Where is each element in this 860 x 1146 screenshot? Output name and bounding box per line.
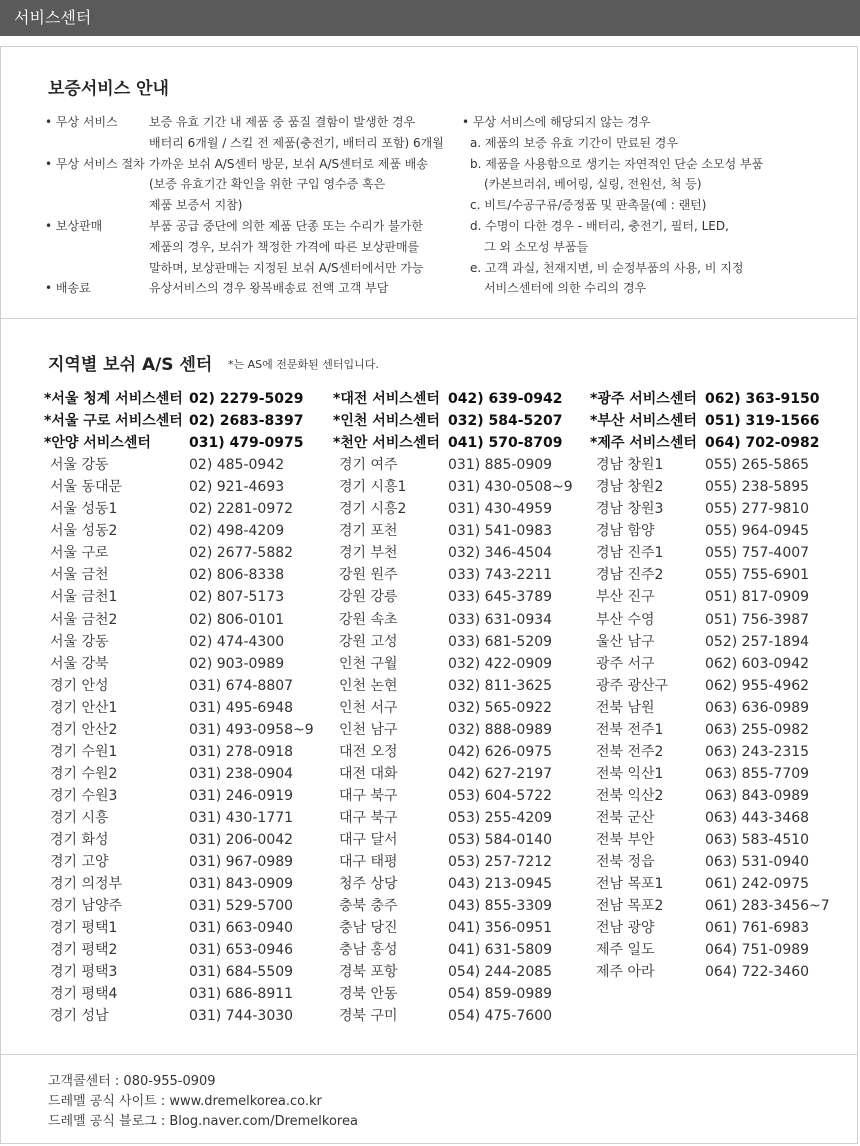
center-name: 대구 북구 <box>339 809 398 826</box>
center-phone: 031) 541-0983 <box>448 523 553 540</box>
center-phone: 032) 422-0909 <box>448 655 553 672</box>
warranty-title: 보증서비스 안내 <box>48 79 169 99</box>
center-phone: 031) 663-0940 <box>189 920 294 937</box>
warranty-item-text: 제품의 경우, 보쉬가 책정한 가격에 따른 보상판매를 <box>149 239 420 254</box>
center-phone: 064) 722-3460 <box>705 964 810 981</box>
exclusion-item: 서비스센터에 의한 수리의 경우 <box>484 281 647 296</box>
center-phone: 055) 964-0945 <box>705 523 810 540</box>
center-name: 경기 안성 <box>50 677 109 694</box>
center-phone: 042) 639-0942 <box>448 391 563 407</box>
center-name: 경남 진주1 <box>596 545 664 562</box>
center-name: 경기 평택2 <box>50 942 118 959</box>
center-name: 인천 구월 <box>339 655 398 672</box>
warranty-item-text: 부품 공급 중단에 의한 제품 단종 또는 수리가 불가한 <box>149 219 423 233</box>
header-bar <box>0 0 860 36</box>
center-phone: 063) 636-0989 <box>705 699 810 716</box>
center-name: 경기 평택4 <box>50 986 118 1003</box>
center-phone: 031) 967-0989 <box>189 854 294 871</box>
center-phone: 02) 806-0101 <box>189 611 285 628</box>
center-phone: 031) 674-8807 <box>189 677 294 694</box>
center-name: *서울 청계 서비스센터 <box>44 391 183 407</box>
center-name: 서울 구로 <box>50 545 109 562</box>
center-name: 경기 성남 <box>50 1008 109 1025</box>
center-phone: 053) 604-5722 <box>448 787 553 804</box>
center-name: *광주 서비스센터 <box>590 391 697 407</box>
center-name: 전북 부안 <box>596 832 655 848</box>
center-phone: 033) 681-5209 <box>448 633 553 650</box>
footer-line: 드레멜 공식 사이트 : www.dremelkorea.co.kr <box>48 1094 322 1109</box>
center-phone: 063) 583-4510 <box>705 832 810 848</box>
center-phone: 061) 761-6983 <box>705 920 810 937</box>
center-phone: 02) 474-4300 <box>189 633 285 650</box>
center-name: 대전 오정 <box>339 743 398 760</box>
center-name: 경기 포천 <box>339 523 398 540</box>
center-name: 경기 고양 <box>50 854 109 871</box>
center-phone: 055) 238-5895 <box>705 479 810 496</box>
center-name: 서울 강동 <box>50 457 109 474</box>
center-name: 경기 시흥 <box>50 809 109 826</box>
center-name: 경기 평택3 <box>50 964 118 981</box>
center-phone: 041) 631-5809 <box>448 942 553 959</box>
warranty-item-text: 가까운 보쉬 A/S센터 방문, 보쉬 A/S센터로 제품 배송 <box>149 156 428 171</box>
center-phone: 02) 806-8338 <box>189 567 285 584</box>
warranty-item-text: 보증 유효 기간 내 제품 중 품질 결함이 발생한 경우 <box>149 115 416 129</box>
center-phone: 031) 529-5700 <box>189 898 294 915</box>
center-phone: 062) 603-0942 <box>705 655 810 672</box>
center-phone: 063) 243-2315 <box>705 743 810 760</box>
center-name: 인천 서구 <box>339 699 398 716</box>
center-name: 충남 당진 <box>339 920 398 937</box>
center-name: 서울 금천 <box>50 567 109 584</box>
center-name: *서울 구로 서비스센터 <box>44 413 183 430</box>
center-phone: 063) 855-7709 <box>705 765 810 782</box>
center-name: 인천 남구 <box>339 721 398 738</box>
center-phone: 051) 319-1566 <box>705 413 820 430</box>
section-divider <box>1 318 858 319</box>
exclusion-item: b. 제품을 사용함으로 생기는 자연적인 단순 소모성 부품 <box>470 156 764 171</box>
center-phone: 031) 278-0918 <box>189 743 294 760</box>
center-phone: 055) 757-4007 <box>705 545 810 562</box>
center-phone: 031) 430-4959 <box>448 501 553 518</box>
warranty-item-text: 유상서비스의 경우 왕복배송료 전액 고객 부담 <box>149 281 389 296</box>
center-name: 경북 포항 <box>339 964 398 981</box>
center-name: 대구 태평 <box>339 854 398 871</box>
header-title: 서비스센터 <box>14 8 92 27</box>
center-phone: 033) 743-2211 <box>448 567 553 584</box>
center-name: 서울 성동2 <box>50 523 118 540</box>
center-phone: 031) 238-0904 <box>189 765 294 782</box>
warranty-item-label: • 보상판매 <box>45 219 103 233</box>
center-name: 전남 광양 <box>596 920 655 937</box>
center-name: 제주 일도 <box>596 942 655 959</box>
center-phone: 02) 2683-8397 <box>189 413 304 430</box>
center-name: 청주 상당 <box>339 876 398 893</box>
exclusion-item: (카본브러쉬, 베어링, 실링, 전원선, 척 등) <box>484 177 702 192</box>
center-name: 대전 대화 <box>339 765 398 782</box>
warranty-item-label: • 배송료 <box>45 281 91 296</box>
center-phone: 02) 485-0942 <box>189 457 285 474</box>
center-phone: 043) 855-3309 <box>448 898 553 915</box>
center-phone: 031) 495-6948 <box>189 699 294 716</box>
center-name: 서울 동대문 <box>50 479 123 496</box>
section-divider <box>1 1054 858 1055</box>
center-name: 서울 금천2 <box>50 611 118 628</box>
center-name: 울산 남구 <box>596 633 655 650</box>
warranty-item-text: 말하며, 보상판매는 지정된 보쉬 A/S센터에서만 가능 <box>149 260 424 275</box>
center-name: 경남 창원3 <box>596 501 664 518</box>
center-phone: 031) 843-0909 <box>189 876 294 893</box>
center-name: 대구 북구 <box>339 787 398 804</box>
center-phone: 02) 2677-5882 <box>189 545 294 562</box>
center-phone: 063) 843-0989 <box>705 787 810 804</box>
center-name: 경기 평택1 <box>50 920 118 937</box>
center-phone: 031) 653-0946 <box>189 942 294 959</box>
center-name: 경남 함양 <box>596 523 655 540</box>
center-phone: 053) 257-7212 <box>448 854 553 871</box>
center-phone: 031) 744-3030 <box>189 1008 294 1025</box>
center-phone: 063) 443-3468 <box>705 809 810 826</box>
center-phone: 054) 475-7600 <box>448 1008 553 1025</box>
exclusion-item: d. 수명이 다한 경우 - 배터리, 충전기, 필터, LED, <box>470 219 729 233</box>
center-name: 강원 속초 <box>339 611 398 628</box>
center-name: 경기 의정부 <box>50 876 123 893</box>
center-name: 전북 전주2 <box>596 743 664 760</box>
center-name: 전북 정읍 <box>596 854 655 871</box>
center-phone: 031) 430-0508~9 <box>448 479 573 496</box>
center-phone: 063) 255-0982 <box>705 721 810 738</box>
center-phone: 031) 885-0909 <box>448 457 553 474</box>
center-phone: 053) 584-0140 <box>448 832 553 848</box>
warranty-item-text: 제품 보증서 지참) <box>149 198 243 213</box>
center-phone: 032) 811-3625 <box>448 677 553 694</box>
center-phone: 055) 755-6901 <box>705 567 810 584</box>
center-phone: 02) 903-0989 <box>189 655 285 672</box>
warranty-item-text: (보증 유효기간 확인을 위한 구입 영수증 혹은 <box>149 177 386 192</box>
center-phone: 031) 246-0919 <box>189 787 294 804</box>
center-name: 강원 고성 <box>339 633 398 650</box>
center-phone: 02) 498-4209 <box>189 523 285 540</box>
footer-line: 고객콜센터 : 080-955-0909 <box>48 1074 216 1089</box>
center-name: *대전 서비스센터 <box>333 391 440 407</box>
center-phone: 061) 242-0975 <box>705 876 810 893</box>
center-name: *제주 서비스센터 <box>590 435 697 452</box>
center-phone: 043) 213-0945 <box>448 876 553 893</box>
center-name: 경북 안동 <box>339 986 398 1003</box>
warranty-item-label: • 무상 서비스 <box>45 115 118 129</box>
center-phone: 031) 206-0042 <box>189 832 294 848</box>
center-phone: 053) 255-4209 <box>448 809 553 826</box>
center-phone: 054) 859-0989 <box>448 986 553 1003</box>
center-name: 광주 서구 <box>596 655 655 672</box>
center-name: 서울 성동1 <box>50 501 118 518</box>
footer-line: 드레멜 공식 블로그 : Blog.naver.com/Dremelkorea <box>48 1114 358 1129</box>
center-name: 전북 익산1 <box>596 765 664 782</box>
center-phone: 055) 277-9810 <box>705 501 810 518</box>
center-name: 경기 남양주 <box>50 898 123 915</box>
center-phone: 031) 430-1771 <box>189 809 294 826</box>
center-name: *부산 서비스센터 <box>590 413 697 430</box>
center-name: 서울 강북 <box>50 655 109 672</box>
center-name: 광주 광산구 <box>596 677 669 694</box>
center-phone: 042) 626-0975 <box>448 743 553 760</box>
center-name: 인천 논현 <box>339 677 398 694</box>
center-name: 전남 목포1 <box>596 876 664 893</box>
center-name: 서울 금천1 <box>50 589 118 606</box>
center-phone: 064) 702-0982 <box>705 435 820 452</box>
center-name: 경기 수원1 <box>50 743 118 760</box>
exclusion-item: e. 고객 과실, 천재지변, 비 순정부품의 사용, 비 지정 <box>470 260 744 275</box>
center-name: 경기 시흥2 <box>339 501 407 518</box>
center-name: 경북 구미 <box>339 1008 398 1025</box>
exclusion-item: a. 제품의 보증 유효 기간이 만료된 경우 <box>470 135 678 150</box>
center-name: 경기 수원3 <box>50 787 118 804</box>
center-name: 충북 충주 <box>339 898 398 915</box>
center-name: 경기 시흥1 <box>339 479 407 496</box>
center-phone: 062) 363-9150 <box>705 391 820 407</box>
exclusion-item: c. 비트/수공구류/증정품 및 판촉물(예 : 랜턴) <box>470 198 707 213</box>
centers-title: 지역별 보쉬 A/S 센터 <box>48 355 213 375</box>
center-name: 경기 안산2 <box>50 721 118 738</box>
center-name: 경남 창원1 <box>596 457 664 474</box>
exclusion-item: • 무상 서비스에 해당되지 않는 경우 <box>462 115 651 129</box>
center-name: 서울 강동 <box>50 633 109 650</box>
center-name: 전북 군산 <box>596 809 655 826</box>
center-name: 충남 홍성 <box>339 942 398 959</box>
center-phone: 051) 817-0909 <box>705 589 810 606</box>
center-phone: 031) 684-5509 <box>189 964 294 981</box>
center-phone: 02) 807-5173 <box>189 589 285 606</box>
center-name: 부산 진구 <box>596 589 655 606</box>
warranty-item-label: • 무상 서비스 절차 <box>45 156 145 171</box>
center-phone: 062) 955-4962 <box>705 677 810 694</box>
center-phone: 032) 584-5207 <box>448 413 563 430</box>
exclusion-item: 그 외 소모성 부품들 <box>484 239 589 254</box>
center-phone: 02) 2281-0972 <box>189 501 294 518</box>
center-phone: 031) 493-0958~9 <box>189 721 314 738</box>
center-phone: 042) 627-2197 <box>448 765 553 782</box>
centers-note: *는 AS에 전문화된 센터입니다. <box>228 358 379 371</box>
center-name: 경기 안산1 <box>50 699 118 716</box>
center-name: 경기 부천 <box>339 545 398 562</box>
center-phone: 031) 686-8911 <box>189 986 294 1003</box>
center-name: 전북 남원 <box>596 699 655 716</box>
center-name: 경기 화성 <box>50 832 109 848</box>
center-phone: 033) 645-3789 <box>448 589 553 606</box>
center-phone: 041) 570-8709 <box>448 435 563 452</box>
center-phone: 063) 531-0940 <box>705 854 810 871</box>
center-phone: 052) 257-1894 <box>705 633 810 650</box>
center-name: 전남 목포2 <box>596 898 664 915</box>
center-phone: 031) 479-0975 <box>189 435 304 452</box>
center-phone: 032) 888-0989 <box>448 721 553 738</box>
center-phone: 032) 346-4504 <box>448 545 553 562</box>
center-phone: 055) 265-5865 <box>705 457 810 474</box>
center-name: 제주 아라 <box>596 964 655 981</box>
center-name: 전북 전주1 <box>596 721 664 738</box>
center-phone: 054) 244-2085 <box>448 964 553 981</box>
center-name: 강원 원주 <box>339 567 398 584</box>
center-phone: 051) 756-3987 <box>705 611 810 628</box>
center-name: 부산 수영 <box>596 611 655 628</box>
center-phone: 061) 283-3456~7 <box>705 898 830 915</box>
center-phone: 064) 751-0989 <box>705 942 810 959</box>
center-name: 대구 달서 <box>339 832 398 848</box>
center-name: 경기 수원2 <box>50 765 118 782</box>
center-name: *인천 서비스센터 <box>333 413 440 430</box>
center-name: 경남 진주2 <box>596 567 664 584</box>
center-name: 경남 창원2 <box>596 479 664 496</box>
center-phone: 02) 2279-5029 <box>189 391 304 407</box>
center-name: 강원 강릉 <box>339 589 398 606</box>
center-phone: 033) 631-0934 <box>448 611 553 628</box>
center-name: *천안 서비스센터 <box>333 435 440 452</box>
center-phone: 041) 356-0951 <box>448 920 553 937</box>
center-name: *안양 서비스센터 <box>44 435 151 452</box>
center-phone: 032) 565-0922 <box>448 699 553 716</box>
center-phone: 02) 921-4693 <box>189 479 285 496</box>
center-name: 경기 여주 <box>339 457 398 474</box>
warranty-item-text: 배터리 6개월 / 스킬 전 제품(충전기, 배터리 포함) 6개월 <box>149 135 444 150</box>
center-name: 전북 익산2 <box>596 787 664 804</box>
